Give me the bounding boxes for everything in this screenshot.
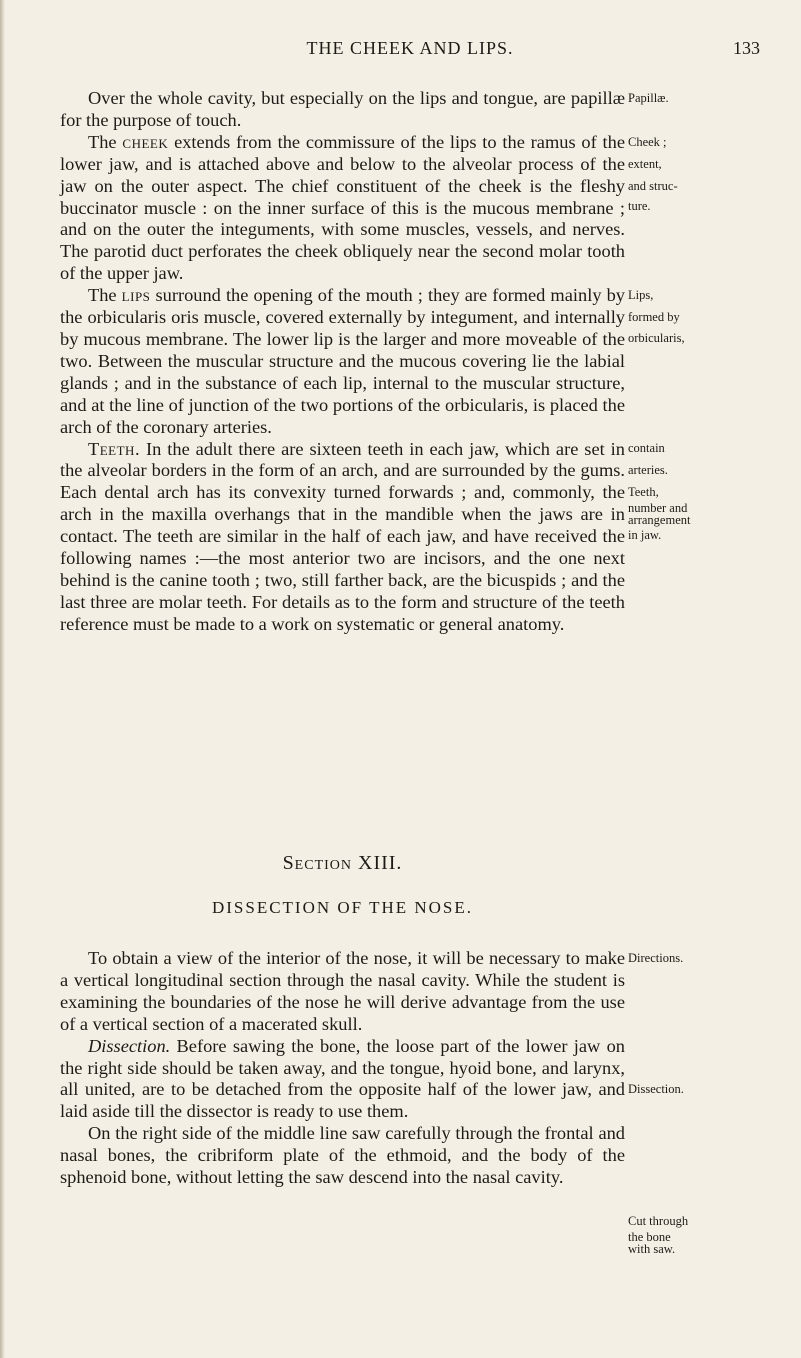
cheek-lead: The [88,131,117,152]
section-1-body [60,88,625,636]
paragraph-saw-cut: On the right side of the middle line saw carefully through the frontal and nasal bones, the cribriform plate of the ethmoid, and the body of the sphenoid bone, without letting the saw descend into the nasal cavity. [60,1123,625,1188]
section-title: DISSECTION OF THE NOSE. [211,898,474,917]
margin-note-arteries-2: arteries. [628,463,668,477]
margin-note-lips-2: formed by [628,310,680,324]
margin-note-papillae: Papillæ. [628,91,669,105]
margin-note-cut-2: the bone [628,1230,671,1244]
page-number: 133 [733,38,760,58]
lips-term: lips [121,285,151,306]
paragraph-dissection [60,1036,625,1124]
margin-note-lips-1: Lips, [628,288,654,302]
lips-text: surround the opening of the mouth ; they are formed mainly by the orbicularis oris muscle, covered externally by integument, and internally by mucous membrane. The lower lip is the larger and more moveable of the two. Between the muscular structure and the mucous covering lie the labial glands ; and in the substance of each lip, internal to the muscular structure, and at the line of junction of the two portions of the orbicularis, is placed the arch of the coronary arteries. [60,285,625,437]
cheek-term: cheek [122,131,169,152]
margin-note-teeth-2: number and [628,501,688,515]
paragraph-lips [60,285,625,438]
margin-note-cheek-4: ture. [628,199,651,213]
margin-note-dissection: Dissection. [628,1082,684,1096]
cheek-text: extends from the commissure of the lips to the ramus of the lower jaw, and is attached above and below to the alveolar process of the jaw on the outer aspect. The chief constituent of the cheek is the fleshy buccinator muscle : on the inner surface of this is the mucous membrane ; and on the outer the integuments, with some muscles, vessels, and nerves. The parotid duct perforates the cheek obliquely near the second molar tooth of the upper jaw. [60,131,625,284]
dissection-label: Dissection. [88,1035,171,1056]
margin-note-lips-3: orbicularis, [628,331,685,345]
margin-note-directions: Directions. [628,951,684,965]
margin-note-cheek-1: Cheek ; [628,135,667,149]
margin-note-teeth-4: in jaw. [628,528,662,542]
running-head [60,38,760,68]
page-edge-shadow [0,0,5,1358]
margin-note-cheek-3: and struc- [628,179,678,193]
margin-note-cheek-2: extent, [628,157,662,171]
teeth-text: In the adult there are sixteen teeth in each jaw, which are set in the alveolar borders in the form of an arch, and are surrounded by the gums. Each dental arch has its convexity turned forwards ; and, commonly, the arch in the maxilla overhangs that in the mandible when the jaws are in contact. The teeth are similar in the half of each jaw, and have received the following names :—the most anterior two are incisors, and the one next behind is the canine tooth ; two, still farther back, are the bicuspids ; and the last three are molar teeth. For details as to the form and structure of the teeth reference must be made to a work on systematic or general anatomy. [60,438,625,634]
paragraph-cheek [60,132,625,285]
margin-note-teeth-3: arrangement [628,513,691,527]
dissection-text: Before sawing the bone, the loose part of the lower jaw on the right side should be taken away, and the tongue, hyoid bone, and larynx, all united, are to be detached from the opposite half of the lower jaw, and laid aside till the dissector is ready to use them. [60,1035,625,1122]
paragraph-papillae: Over the whole cavity, but especially on the lips and tongue, are papillæ for the purpose of touch. [60,88,625,130]
paragraph-teeth [60,439,625,636]
margin-note-cut-3: with saw. [628,1242,676,1256]
running-title: THE CHEEK AND LIPS. [306,38,514,58]
paragraph-directions: To obtain a view of the interior of the nose, it will be necessary to make a vertical longitudinal section through the nasal cavity. While the student is examining the boundaries of the nose he will derive advantage from the use of a vertical section of a macerated skull. [60,948,625,1034]
teeth-term: Teeth. [88,438,141,459]
margin-note-arteries-1: contain [628,441,665,455]
margin-note-teeth-1: Teeth, [628,485,659,499]
section-number: Section XIII. [282,852,403,874]
margin-note-cut-1: Cut through [628,1214,689,1228]
section-2-body [60,948,625,1189]
lips-lead: The [88,285,117,306]
